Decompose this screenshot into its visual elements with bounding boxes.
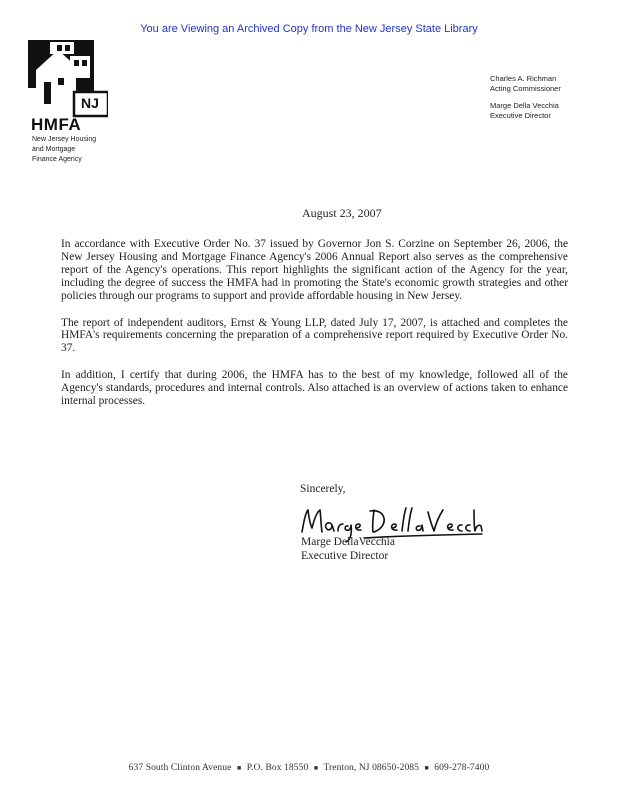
signer-block xyxy=(301,535,395,563)
logo-title: HMFA xyxy=(31,115,82,134)
director-name: Marge Della Vecchia xyxy=(490,101,559,110)
logo-nj-badge: NJ xyxy=(81,95,99,111)
square-bullet-icon: ■ xyxy=(313,764,319,772)
logo-subtitle xyxy=(32,135,112,165)
letter-paragraph: In addition, I certify that during 2006, the HMFA has to the best of my knowledge, followed all of the Agency's standards, procedures and internal controls. Also attached is an overview of actions taken to enhance internal processes. xyxy=(61,369,568,408)
footer-po-box: P.O. Box 18550 xyxy=(246,763,309,773)
letter-body xyxy=(61,238,568,422)
archive-notice: You are Viewing an Archived Copy from the New Jersey State Library xyxy=(140,23,478,35)
commissioner-name: Charles A. Richman xyxy=(490,74,557,83)
letter-paragraph: The report of independent auditors, Ernst & Young LLP, dated July 17, 2007, is attached and completes the HMFA's requirements concerning the preparation of a comprehensive report required by Executive Order No. 37. xyxy=(61,316,568,355)
signer-name: Marge DellaVecchia xyxy=(301,536,395,548)
letter-closing: Sincerely, xyxy=(300,483,346,495)
commissioner-title: Acting Commissioner xyxy=(490,83,561,93)
logo-subtitle-line: and Mortgage xyxy=(32,146,76,153)
footer-street: 637 South Clinton Avenue xyxy=(128,763,232,773)
director-title: Executive Director xyxy=(490,110,551,120)
logo-subtitle-line: New Jersey Housing xyxy=(32,136,97,143)
footer-address xyxy=(0,763,618,773)
signer-title: Executive Director xyxy=(301,550,389,562)
square-bullet-icon: ■ xyxy=(236,764,242,772)
letter-paragraph: In accordance with Executive Order No. 37 issued by Governor Jon S. Corzine on September 26, 2006, the New Jersey Housing and Mortgage Finance Agency's 2006 Annual Report also serves as the comprehensive report of the Agency's operations. This report highlights the significant action of the Agency for the year, including the degree of success the HMFA had in promoting the State's economic growth strategies and other policies through our programs to support and provide affordable housing in New Jersey. xyxy=(61,238,568,302)
hmfa-logo xyxy=(28,40,108,165)
square-bullet-icon: ■ xyxy=(424,764,429,772)
footer-city: Trenton, NJ 08650-2085 xyxy=(323,763,419,773)
letter-date: August 23, 2007 xyxy=(302,206,382,220)
footer-phone: 609-278-7400 xyxy=(434,763,490,773)
logo-subtitle-line: Finance Agency xyxy=(32,156,82,163)
officer-list xyxy=(490,74,561,120)
